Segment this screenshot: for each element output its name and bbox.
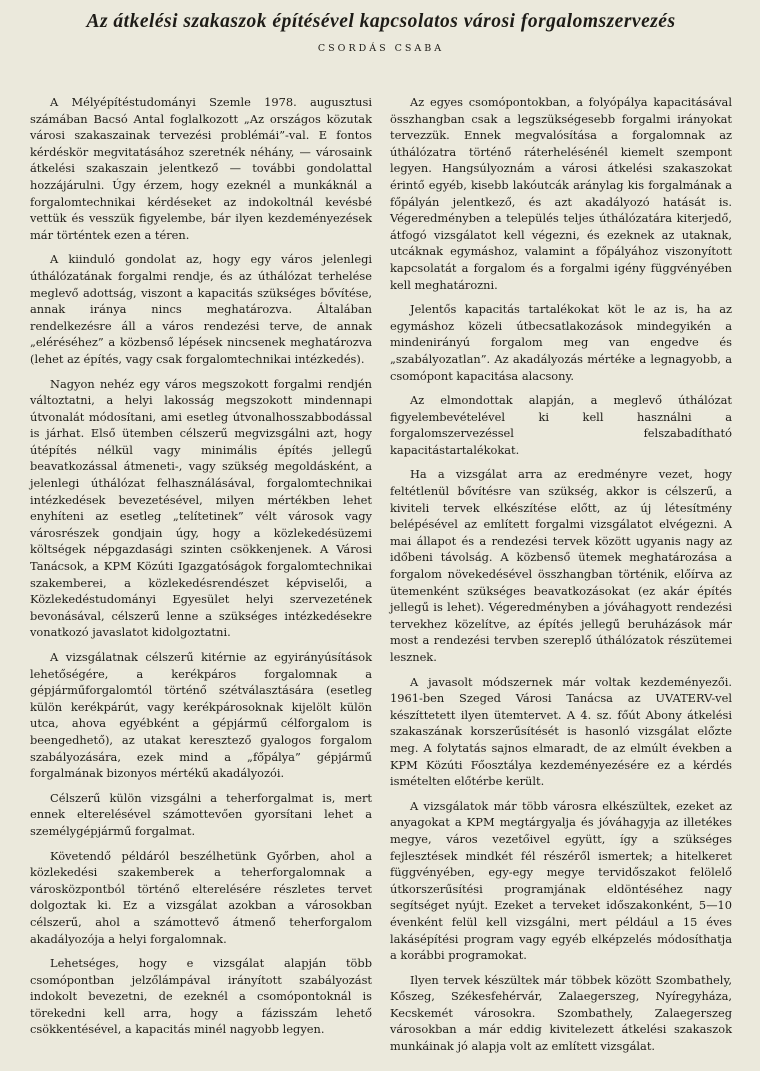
- paragraph: A javasolt módszernek már voltak kezdeményezői. 1961-ben Szeged Városi Tanácsa az UVATERV-vel készíttetett ilyen ütemtervet. A 4. sz. főút Abony átkelési szakaszának korszerűsítését is hasonló vizsgálat előzte meg. A folytatás sajnos elmaradt, de az elmúlt években a KPM Közúti Főosztálya kezdeményezésére ez a kérdés ismételten előtérbe került.: [390, 674, 732, 789]
- left-column: [30, 94, 372, 1063]
- paragraph: A Mélyépítéstudományi Szemle 1978. augusztusi számában Bacsó Antal foglalkozott „Az országos közutak városi szakaszainak tervezési problémái”-val. E fontos kérdéskör megvitatásához szeretnék néhány, — városaink átkelési szakaszain jelentkező — további gondolattal hozzájárulni. Úgy érzem, hogy ezeknél a munkáknál a forgalomtechnikai kérdéseket az indokoltnál kevésbé vettük és vesszük figyelembe, bár ilyen kezdeményezések már történtek ezen a téren.: [30, 95, 372, 242]
- paragraph: A kiinduló gondolat az, hogy egy város jelenlegi úthálózatának forgalmi rendje, és az úthálózat terhelése meglevő adottság, viszont a kapacitás szükséges bővítése, annak iránya nincs meghatározva. Általában rendelkezésre áll a város rendezési terve, de annak „eléréséhez” a közbenső lépések nincsenek meghatározva (lehet az építés, vagy csak forgalomtechnikai intézkedés).: [30, 252, 372, 366]
- paragraph: A vizsgálatok már több városra elkészültek, ezeket az anyagokat a KPM megtárgyalja és jóváhagyja az illetékes megye, város vezetőivel együtt, így a szükséges fejlesztések mindkét fél részéről ismertek; a hitelkeret függvényében, egy-egy megye tervidőszakot felölelő útkorszerűsítési programjának eldöntéséhez nagy segítséget nyújt. Ezeket a terveket időszakonként, 5—10 évenként felül kell vizsgálni, mert például a 15 éves lakásépítési program vagy egyéb elképzelés módosíthatja a korábbi programokat.: [390, 798, 732, 963]
- paragraph: Ha a vizsgálat arra az eredményre vezet, hogy feltétlenül bővítésre van szükség, akkor is célszerű, a kiviteli tervek elkészítése előtt, az új létesítmény belépésével az említett forgalmi vizsgálatot elvégezni. A mai állapot és a rendezési tervek között ugyanis nagy az időbeni távolság. A közbenső ütemek meghatározása a forgalom növekedésével összhangban történik, előírva az ütemenként szükséges beavatkozásokat (ez akár építés jellegű is lehet). Végeredményben a jóváhagyott rendezési tervekhez közelítve, az építés jellegű beruházások már most a rendezési tervben szereplő úthálózatok részütemei lesznek.: [390, 467, 732, 664]
- paragraph: Ilyen tervek készültek már többek között Szombathely, Kőszeg, Székesfehérvár, Zalaegerszeg, Nyíregyháza, Kecskemét városokra. Szombathely, Zalaegerszeg városokban a már eddig kivitelezett átkelési szakaszok munkáinak jó alapja volt az említett vizsgálat.: [390, 972, 732, 1054]
- paragraph: Nagyon nehéz egy város megszokott forgalmi rendjén változtatni, a helyi lakosság megszokott mindennapi útvonalát módosítani, ami esetleg útvonalhosszabbodással is járhat. Első ütemben célszerű megvizsgálni azt, hogy útépítés nélkül vagy minimális építés jellegű beavatkozással átmeneti-, vagy szükség megoldásként, a jelenlegi úthálózat felhasználásával, forgalomtechnikai intézkedések bevezetésével, milyen mértékben lehet enyhíteni az esetleg „telítetinek” vélt városok vagy városrészek gondjain úgy, hogy a közlekedésüzemi költségek népgazdasági szinten csökkenjenek. A Városi Tanácsok, a KPM Közúti Igazgatóságok forgalomtechnikai szakemberei, a közlekedésrendészet képviselői, a Közlekedéstudományi Egyesület helyi szervezetének bevonásával, célszerű lenne a szükséges intézkedésekre vonatkozó javaslatot kidolgoztatni.: [30, 376, 372, 640]
- paragraph: Célszerű külön vizsgálni a teherforgalmat is, mert ennek elterelésével számottevően gyorsítani lehet a személygépjármű forgalmat.: [30, 790, 372, 838]
- paragraph: Lehetséges, hogy e vizsgálat alapján több csomópontban jelzőlámpával irányított szabályozást indokolt bevezetni, de ezeknél a csomópontoknál is törekedni kell arra, hogy a fázisszám lehető csökkentésével, a kapacitás minél nagyobb legyen.: [30, 956, 372, 1037]
- paragraph: Az egyes csomópontokban, a folyópálya kapacitásával összhangban csak a legszükségesebb forgalmi irányokat tervezzük. Ennek megvalósítása a forgalomnak az úthálózatra történő ráterhelésénél kiemelt szempont legyen. Hangsúlyoznám a városi átkelési szakaszokat érintő egyéb, kisebb lakóutcák aránylag kis forgalmának a főpályán jelentkező, és azt akadályozó hatását is. Végeredményben a település teljes úthálózatára kiterjedő, átfogó vizsgálatot kell végezni, és ezeknek az utaknak, utcáknak egymáshoz, valamint a főpályához viszonyított kapcsolatát a forgalom és a forgalmi igény függvényében kell meghatározni.: [390, 95, 732, 292]
- paragraph: Követendő példáról beszélhetünk Győrben, ahol a közlekedési szakemberek a teherforgalomnak a városközpontból történő elterelésére részletes tervet dolgoztak ki. Ez a vizsgálat azokban a városokban célszerű, ahol a számottevő átmenő teherforgalom akadályozója a helyi forgalomnak.: [30, 848, 372, 946]
- paragraph: Az elmondottak alapján, a meglevő úthálózat figyelembevételével ki kell használni a forgalomszervezéssel felszabadítható kapacitástartalékokat.: [390, 393, 732, 457]
- paragraph: A vizsgálatnak célszerű kitérnie az egyirányúsítások lehetőségére, a kerékpáros forgalomnak a gépjárműforgalomtól történő szétválasztására (esetleg külön kerékpárút, vagy kerékpárosoknak kijelölt külön utca, ahova egyébként a gépjármű célforgalom is beengedhető), az utakat keresztező gyalogos forgalom szabályozására, ezek mind a „főpálya” gépjármű forgalmának bizonyos mértékű akadályozói.: [30, 650, 372, 781]
- article-title: Az átkelési szakaszok építésével kapcsolatos városi forgalomszervezés: [86, 11, 676, 32]
- right-column: [390, 94, 732, 1063]
- article-body: [30, 94, 732, 1063]
- paragraph: Jelentős kapacitás tartalékokat köt le az is, ha az egymáshoz közeli útbecsatlakozások mindegyikén a mindenirányú forgalom meg van engedve és „szabályozatlan”. Az akadályozás mértéke a legnagyobb, a csomópont kapacitása alacsony.: [390, 302, 732, 383]
- article-author: CSORDÁS CSABA: [317, 43, 445, 54]
